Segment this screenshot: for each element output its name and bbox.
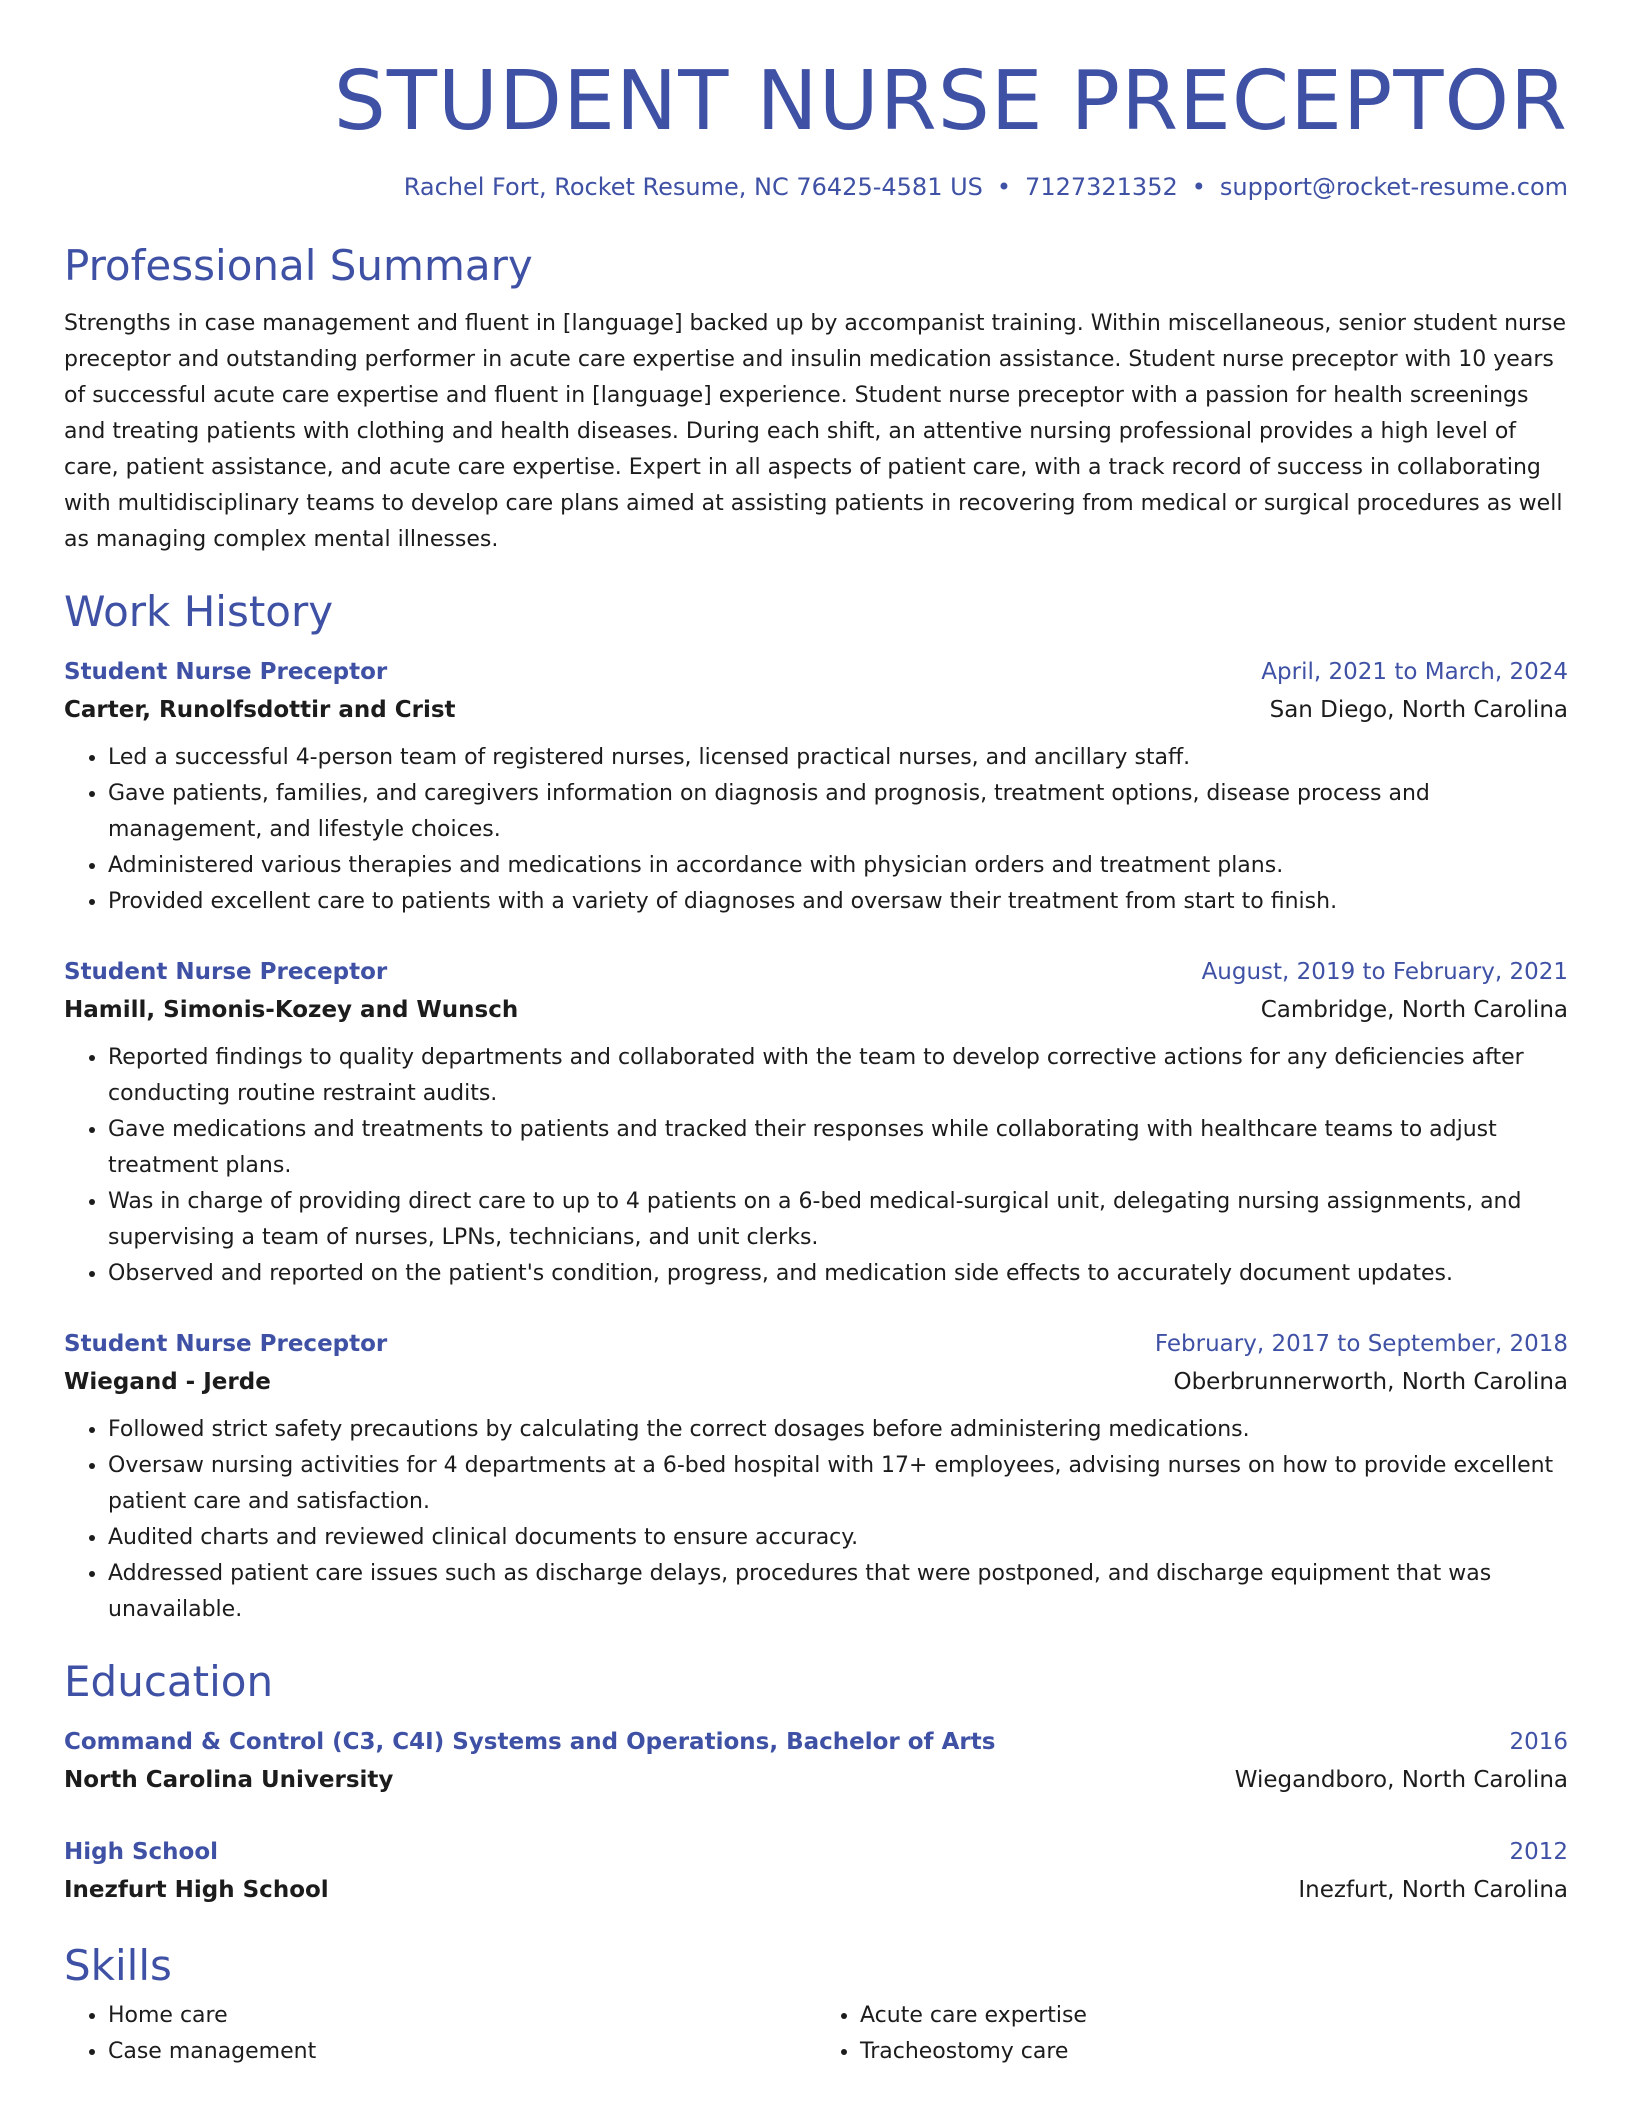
job-dates: August, 2019 to February, 2021	[1201, 959, 1568, 985]
job-dates: April, 2021 to March, 2024	[1261, 659, 1568, 685]
job-bullet: • Led a successful 4-person team of registered nurses, licensed practical nurses, and ancillary staff.	[108, 740, 1568, 776]
skills-grid	[64, 1998, 1568, 2070]
education-degree: High School	[64, 1839, 219, 1865]
contact-separator: •	[996, 173, 1012, 201]
education-degree: Command & Control (C3, C4I) Systems and Operations, Bachelor of Arts	[64, 1729, 996, 1755]
job-bullet: • Audited charts and reviewed clinical documents to ensure accuracy.	[108, 1520, 1568, 1556]
summary-section	[64, 240, 1568, 558]
contact-separator: •	[1191, 173, 1206, 201]
contact-phone: 7127321352	[1025, 173, 1178, 201]
education-school: Inezfurt High School	[64, 1877, 329, 1903]
job-location: Oberbrunnerworth, North Carolina	[1173, 1369, 1568, 1395]
job-bullets	[64, 1040, 1568, 1292]
job-company: Carter, Runolfsdottir and Crist	[64, 697, 456, 723]
education-location: Wiegandboro, North Carolina	[1234, 1767, 1568, 1793]
education-entry	[64, 1724, 1568, 1800]
section-heading-summary: Professional Summary	[64, 241, 533, 290]
education-entry	[64, 1834, 1568, 1910]
resume-header	[64, 0, 1568, 204]
job-bullet: • Oversaw nursing activities for 4 departments at a 6-bed hospital with 17+ employees, advising nurses on how to provide excellent patient care and satisfaction.	[108, 1448, 1568, 1520]
skill-item: • Acute care expertise	[860, 1998, 1568, 2034]
skills-column-right	[816, 1998, 1568, 2070]
contact-line	[64, 170, 1568, 204]
job-bullets	[64, 1412, 1568, 1628]
work-history-section	[64, 586, 1568, 1628]
job-location: Cambridge, North Carolina	[1260, 997, 1568, 1023]
resume-title: STUDENT NURSE PRECEPTOR	[333, 54, 1568, 149]
education-year: 2012	[1509, 1839, 1568, 1865]
job-bullet: • Provided excellent care to patients with a variety of diagnoses and oversaw their treatment from start to finish.	[108, 884, 1568, 920]
job-company: Wiegand - Jerde	[64, 1369, 271, 1395]
job-entry	[64, 954, 1568, 1292]
job-dates: February, 2017 to September, 2018	[1154, 1331, 1568, 1357]
education-school: North Carolina University	[64, 1767, 394, 1793]
skill-item: • Case management	[108, 2034, 816, 2070]
job-bullet: • Gave medications and treatments to patients and tracked their responses while collaborating with healthcare teams to adjust treatment plans.	[108, 1112, 1568, 1184]
section-heading-work: Work History	[64, 587, 334, 636]
contact-address: Rachel Fort, Rocket Resume, NC 76425-4581 US	[403, 173, 983, 201]
contact-email[interactable]: support@rocket-resume.com	[1219, 173, 1568, 201]
education-year: 2016	[1509, 1729, 1568, 1755]
job-bullet: • Addressed patient care issues such as discharge delays, procedures that were postponed, and discharge equipment that was unavailable.	[108, 1556, 1568, 1628]
job-company: Hamill, Simonis-Kozey and Wunsch	[64, 997, 519, 1023]
job-title: Student Nurse Preceptor	[64, 659, 388, 685]
skills-section	[64, 1940, 1568, 2070]
job-bullet: • Observed and reported on the patient's condition, progress, and medication side effects to accurately document updates.	[108, 1256, 1568, 1292]
section-heading-education: Education	[64, 1657, 274, 1706]
section-heading-skills: Skills	[64, 1941, 172, 1990]
job-location: San Diego, North Carolina	[1269, 697, 1568, 723]
job-bullet: • Gave patients, families, and caregivers information on diagnosis and prognosis, treatment options, disease process and management, and lifestyle choices.	[108, 776, 1568, 848]
job-bullet: • Administered various therapies and medications in accordance with physician orders and treatment plans.	[108, 848, 1568, 884]
education-location: Inezfurt, North Carolina	[1298, 1877, 1568, 1903]
job-bullet: • Was in charge of providing direct care to up to 4 patients on a 6-bed medical-surgical unit, delegating nursing assignments, and supervising a team of nurses, LPNs, technicians, and unit clerks.	[108, 1184, 1568, 1256]
skill-item: • Home care	[108, 1998, 816, 2034]
job-entry	[64, 1326, 1568, 1628]
job-title: Student Nurse Preceptor	[64, 1331, 388, 1357]
skills-column-left	[64, 1998, 816, 2070]
job-bullet: • Followed strict safety precautions by calculating the correct dosages before administering medications.	[108, 1412, 1568, 1448]
summary-text: Strengths in case management and fluent in [language] backed up by accompanist training. Within miscellaneous, senior student nurse preceptor and outstanding performer in acute care expertise and insulin medication assistance. Student nurse preceptor with 10 years of successful acute care expertise and fluent in [language] experience. Student nurse preceptor with a passion for health screenings and treating patients with clothing and health diseases. During each shift, an attentive nursing professional provides a high level of care, patient assistance, and acute care expertise. Expert in all aspects of patient care, with a track record of success in collaborating with multidisciplinary teams to develop care plans aimed at assisting patients in recovering from medical or surgical procedures as well as managing complex mental illnesses.	[64, 311, 1566, 552]
job-title: Student Nurse Preceptor	[64, 959, 388, 985]
job-bullets	[64, 740, 1568, 920]
education-section	[64, 1656, 1568, 1910]
job-bullet: • Reported findings to quality departments and collaborated with the team to develop corrective actions for any deficiencies after conducting routine restraint audits.	[108, 1040, 1568, 1112]
job-entry	[64, 654, 1568, 920]
skill-item: • Tracheostomy care	[860, 2034, 1568, 2070]
